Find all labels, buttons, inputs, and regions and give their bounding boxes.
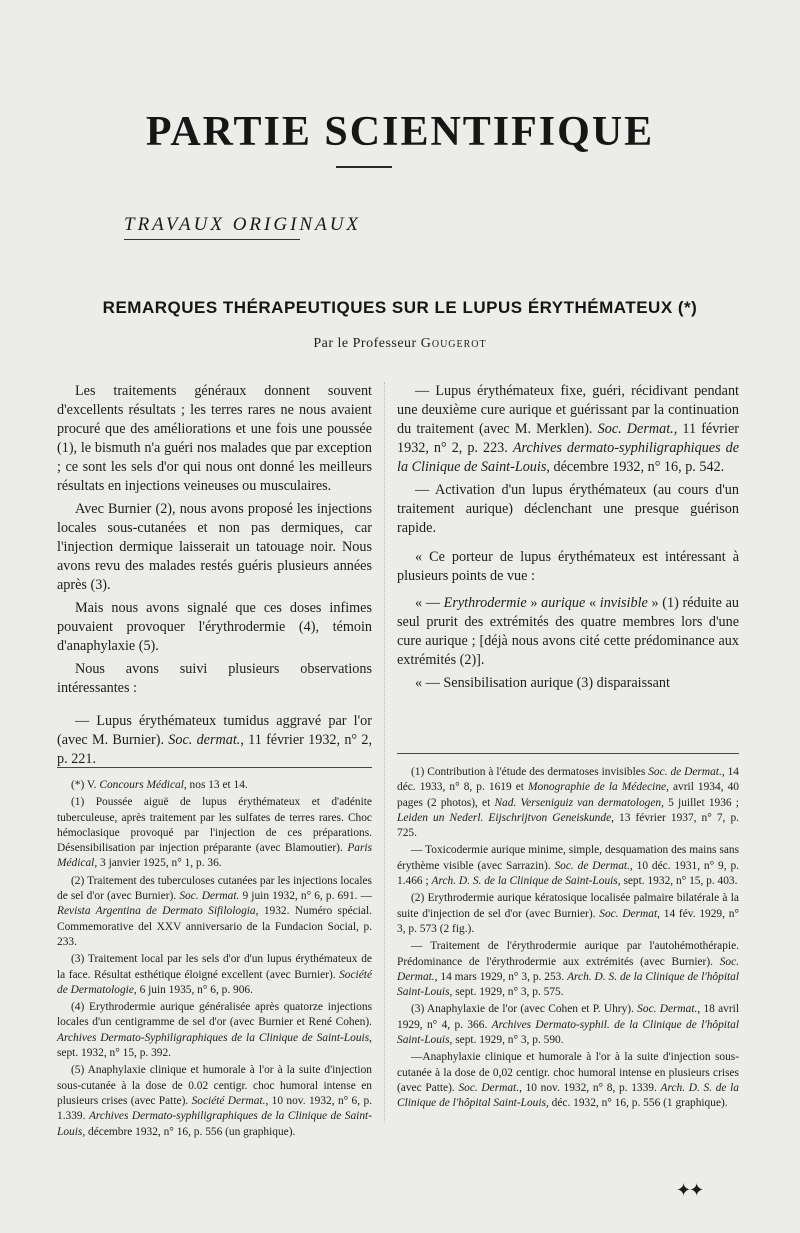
footnote: (1) Contribution à l'étude des dermatoses invisibles Soc. de Dermat., 14 déc. 1933, n° 8, p. 1619 et Monographie de la Médecine, avril 1934, 40 pages (2 photos), et Nad. Verseniguiz van dermatologen, 5 juillet 1936 ; Leiden un Nederl. Eijschrijtvon Geneiskunde, 13 février 1937, n° 7, p. 725.: [397, 766, 740, 840]
footnote: (4) Erythrodermie aurique généralisée après quatorze injections locales d'un centigramme de sel d'or (avec Burnier et René Cohen). Archives Dermato-Syphiligraphiques de la Clinique de Saint-Louis, sept. 1932, n° 15, p. 392.: [57, 1001, 372, 1060]
right-column: [397, 382, 739, 697]
ornament-icon: ✦✦: [676, 1180, 703, 1201]
footnotes-right: [397, 765, 739, 1114]
footnote: (3) Traitement local par les sels d'or d'un lupus érythémateux de la face. Résultat esthétique éloigné excellent (avec Burnier). Société de Dermatologie, 6 juin 1935, n° 6, p. 906.: [57, 953, 372, 996]
left-column: [57, 382, 372, 773]
footnote: — Toxicodermie aurique minime, simple, desquamation des mains sans érythème visible (avec Sarrazin). Soc. de Dermat., 10 déc. 1931, n° 9, p. 1.466 ; Arch. D. S. de la Clinique de Saint-Louis, sept. 1932, n° 15, p. 403.: [397, 844, 739, 888]
footnote: — Traitement de l'érythrodermie aurique par l'autohémothérapie. Prédominance de l'érythrodermie aux extrémités (avec Burnier). Soc. Dermat., 14 mars 1929, n° 3, p. 253. Arch. D. S. de la Clinique de l'hôpital Saint-Louis, sept. 1929, n° 3, p. 575.: [397, 940, 740, 999]
paragraph: — Activation d'un lupus érythémateux (au cours d'un traitement aurique) déclenchant une presque guérison rapide.: [397, 482, 739, 536]
section-rule: [124, 239, 300, 240]
article-author: [0, 336, 800, 352]
footnote: (3) Anaphylaxie de l'or (avec Cohen et P. Uhry). Soc. Dermat., 18 avril 1929, n° 4, p. 366. Archives Dermato-syphil. de la Clinique de l'hôpital Saint-Louis, sept. 1929, n° 3, p. 590.: [397, 1003, 739, 1047]
paragraph: « — Erythrodermie » aurique « invisible » (1) réduite au seul prurit des extrémités des quatre membres lors d'une cure aurique ; [déjà nous avons cité cette prédominance aux extrémités (2)].: [397, 595, 739, 668]
author-name: Gougerot: [420, 336, 487, 351]
paragraph: Les traitements généraux donnent souvent d'excellents résultats ; les terres rares ne nous avaient procuré que des améliorations et une fois une poussée (1), le bismuth n'a guéri nos malades que par exception ; ce sont les sels d'or qui nous ont donné les meilleurs résultats en injections veineuses ou musculaires.: [57, 383, 372, 494]
paragraph: « Ce porteur de lupus érythémateux est intéressant à plusieurs points de vue :: [397, 549, 739, 584]
footnote: (1) Poussée aiguë de lupus érythémateux et d'adénite tuberculeuse, après traitement par les sulfates de terres rares. Choc hémoclasique provoqué par l'injection de ces préparations. Désensibilisation par injection préparante (avec Blamoutier). Paris Médical, 3 janvier 1925, n° 1, p. 36.: [57, 796, 372, 870]
footnote-rule-left: [57, 767, 372, 768]
footnotes-left: [57, 778, 372, 1142]
title-rule: [336, 166, 392, 168]
paragraph: « — Sensibilisation aurique (3) disparaissant: [415, 675, 670, 691]
paragraph: Avec Burnier (2), nous avons proposé les injections locales sous-cutanées et non pas dermiques, car l'injection dermique laisserait un tatouage noir. Nous avons revu des malades restés guéris plusieurs années après (3).: [57, 501, 372, 593]
page-title: PARTIE SCIENTIFIQUE: [145, 109, 655, 155]
footnote: (5) Anaphylaxie clinique et humorale à l'or à la suite d'injection sous-cutanée à la dose de 0.02 centigr. choc humoral intense en plusieurs crises (avec Patte). Société Dermat., 10 nov. 1932, n° 6, p. 1.339. Archives Dermato-syphiligraphiques de la Clinique de Saint-Louis, décembre 1932, n° 16, p. 556 (un graphique).: [57, 1064, 373, 1138]
footnote: —Anaphylaxie clinique et humorale à l'or à la suite d'injection sous-cutanée à la dose de 0,02 centigr. choc humoral intense en plusieurs crises (avec Patte). Soc. Dermat., 10 nov. 1932, n° 8, p. 1339. Arch. D. S. de la Clinique de l'hôpital Saint-Louis, déc. 1932, n° 16, p. 556 (1 graphique).: [397, 1051, 739, 1110]
section-heading: TRAVAUX ORIGINAUX: [124, 214, 362, 235]
footnote: (2) Erythrodermie aurique kératosique localisée palmaire bilatérale à la suite d'injection de sel d'or (avec Burnier). Soc. Dermat, 14 fév. 1929, n° 3, p. 573 (2 fig.).: [397, 892, 739, 935]
footnote: (2) Traitement des tuberculoses cutanées par les injections locales de sel d'or (avec Burnier). Soc. Dermat. 9 juin 1932, n° 6, p. 691. — Revista Argentina de Dermato Sifilologia, 1932. Numéro spécial. Commemorative del XXV anniversario de la Fundacion Social, p. 233.: [57, 874, 372, 948]
footnote-rule-right: [397, 753, 739, 754]
paragraph: Nous avons suivi plusieurs observations intéressantes :: [57, 661, 372, 696]
column-separator: [384, 382, 385, 1122]
footnote: (*) V. Concours Médical, nos 13 et 14.: [71, 779, 248, 791]
paragraph: — Lupus érythémateux tumidus aggravé par l'or (avec M. Burnier). Soc. dermat., 11 février 1932, n° 2, p. 221.: [57, 713, 372, 767]
paragraph: Mais nous avons signalé que ces doses infimes pouvaient provoquer l'érythrodermie (4), témoin d'anaphylaxie (5).: [57, 600, 372, 654]
author-prefix: Par le Professeur: [313, 336, 417, 351]
paragraph: — Lupus érythémateux fixe, guéri, récidivant pendant une deuxième cure aurique et guérissant par la continuation du traitement (avec M. Merklen). Soc. Dermat., 11 février 1932, n° 2, p. 223. Archives dermato-syphiligraphiques de la Clinique de Saint-Louis, décembre 1932, n° 16, p. 542.: [397, 383, 739, 475]
article-title: REMARQUES THÉRAPEUTIQUES SUR LE LUPUS ÉRYTHÉMATEUX (*): [102, 298, 698, 317]
